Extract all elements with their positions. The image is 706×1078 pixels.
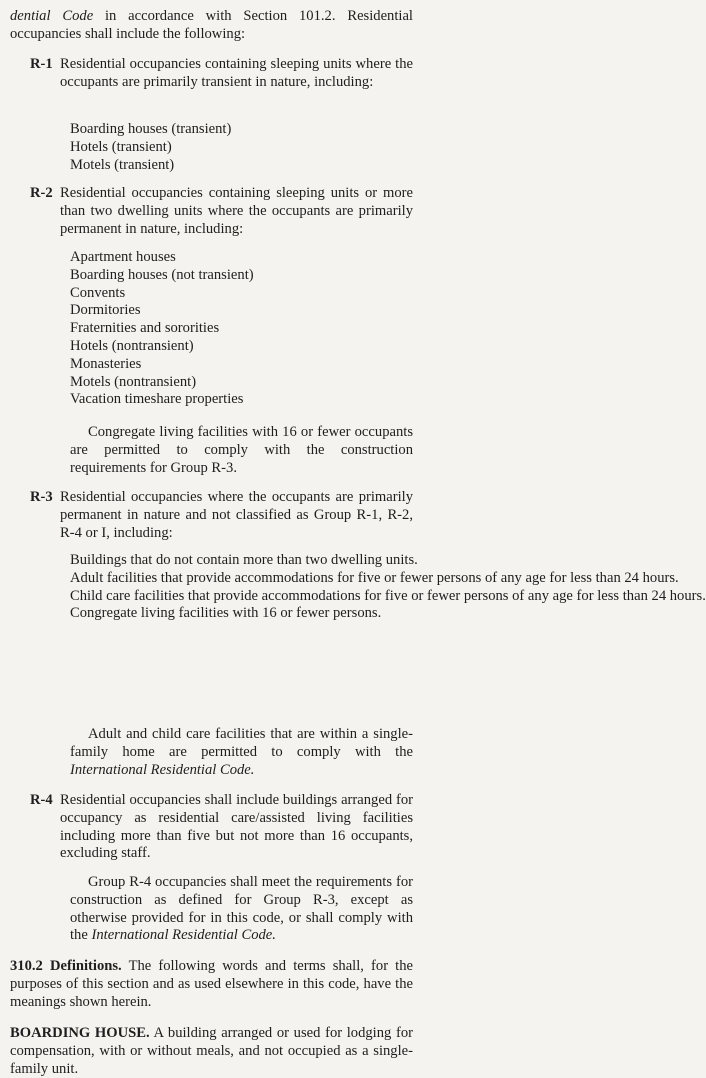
list-item: Convents [70, 284, 126, 301]
group-code: R-1 [30, 56, 53, 72]
code-reference: International Residential Code. [70, 761, 255, 778]
group-description: Residential occupancies containing sleeping units or more than two dwelling units where the occupants are primarily permanent in nature, including: [60, 185, 413, 237]
list-item: Motels (transient) [70, 156, 175, 173]
note-text: Group R-4 occupancies shall meet the requirements for construction as defined for Group R-3, except as otherwise provided for in this code, or shall comply with the [70, 874, 413, 944]
list-item: Fraternities and sororities [70, 320, 220, 337]
definitions-paragraph [10, 958, 413, 1011]
definition-text: A building arranged or used for lodging for compensation, with or without meals, and not occupied as a single-family unit. [10, 1025, 413, 1077]
defined-term: BOARDING HOUSE. [10, 1025, 150, 1041]
group-r4-note [70, 874, 413, 945]
code-title-fragment: dential Code [10, 8, 94, 24]
code-reference: International Residential Code. [91, 927, 276, 944]
list-item: Congregate living facilities with 16 or fewer persons. [70, 605, 382, 622]
definitions-text: The following words and terms shall, for the purposes of this section and as used elsewhere in this code, have the meanings shown herein. [10, 958, 413, 1010]
intro-paragraph [10, 8, 413, 44]
group-r2-note: Congregate living facilities with 16 or fewer occupants are permitted to comply with the construction requirements for Group R-3. [70, 424, 413, 476]
section-heading: 310.2 Definitions. [10, 958, 122, 974]
intro-text: in accordance with Section 101.2. Residential occupancies shall include the following: [10, 8, 413, 42]
group-code: R-3 [30, 489, 53, 505]
group-r2-list [70, 249, 254, 409]
group-description: Residential occupancies containing sleeping units where the occupants are primarily transient in nature, including: [60, 56, 413, 90]
list-item: Boarding houses (not transient) [70, 266, 254, 283]
note-text: Adult and child care facilities that are within a single-family home are permitted to comply with the [70, 726, 413, 760]
group-code: R-4 [30, 792, 53, 808]
list-item: Motels (nontransient) [70, 373, 197, 390]
list-item: Child care facilities that provide accommodations for five or fewer persons of any age for less than 24 hours. [70, 587, 706, 604]
list-item: Dormitories [70, 302, 141, 319]
list-item: Buildings that do not contain more than two dwelling units. [70, 552, 418, 568]
list-item: Monasteries [70, 355, 142, 372]
group-r1-list [70, 121, 231, 174]
group-description: Residential occupancies where the occupants are primarily permanent in nature and not classified as Group R-1, R-2, R-4 or I, including: [60, 489, 413, 541]
list-item: Vacation timeshare properties [70, 391, 244, 408]
group-code: R-2 [30, 185, 53, 201]
list-item: Apartment houses [70, 249, 176, 265]
list-item: Hotels (nontransient) [70, 337, 194, 354]
group-r3-note [70, 726, 413, 779]
group-description: Residential occupancies shall include buildings arranged for occupancy as residential care/assisted living facilities including more than five but not more than 16 occupants, excluding staff. [60, 792, 413, 862]
list-item: Hotels (transient) [70, 138, 172, 155]
list-item: Boarding houses (transient) [70, 121, 232, 137]
group-r3-list [70, 552, 706, 623]
boarding-house-definition [10, 1025, 413, 1078]
list-item: Adult facilities that provide accommodations for five or fewer persons of any age for less than 24 hours. [70, 569, 679, 586]
